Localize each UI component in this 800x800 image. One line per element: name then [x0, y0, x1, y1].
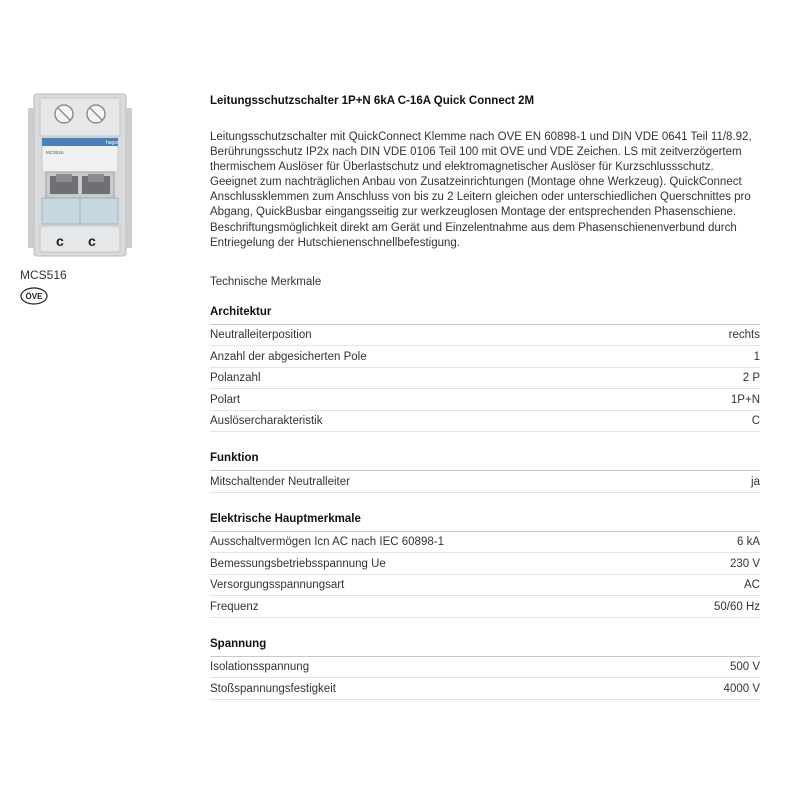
spec-value: 6 kA: [736, 536, 760, 548]
image-brand-label: hager: [106, 140, 119, 146]
product-title: Leitungsschutzschalter 1P+N 6kA C-16A Quick Connect 2M: [210, 95, 535, 107]
spec-label: Isolationsspannung: [210, 661, 310, 673]
spec-label: Auslösercharakteristik: [210, 415, 323, 427]
spec-section-title: Spannung: [210, 638, 760, 657]
spec-label: Polart: [210, 393, 241, 406]
circuit-breaker-image: [20, 88, 138, 264]
description-line: thermischem Auslöser für Überlastschutz und elektromagnetischer Auslöser für Kurzschlussschutz.: [210, 161, 714, 174]
svg-text:c: c: [88, 233, 96, 249]
product-panel: [20, 88, 170, 310]
spec-label: Ausschaltvermögen Icn AC nach IEC 60898-1: [210, 536, 444, 548]
technical-features-heading: Technische Merkmale: [210, 275, 322, 288]
spec-row: [210, 678, 760, 700]
spec-value: 50/60 Hz: [713, 600, 760, 613]
spec-label: Stoßspannungsfestigkeit: [210, 682, 336, 695]
spec-row: [210, 325, 760, 347]
spec-section: [210, 452, 760, 493]
spec-value: 2 P: [742, 372, 760, 384]
spec-value: 1P+N: [730, 393, 760, 406]
spec-section-title: Funktion: [210, 452, 760, 471]
spec-row: [210, 411, 760, 433]
spec-label: Neutralleiterposition: [210, 329, 312, 341]
product-sku: MCS516: [20, 268, 67, 282]
spec-label: Mitschaltender Neutralleiter: [210, 475, 350, 488]
spec-value: rechts: [728, 329, 760, 341]
spec-section: [210, 638, 760, 700]
spec-label: Anzahl der abgesicherten Pole: [210, 350, 367, 363]
spec-row: [210, 532, 760, 554]
spec-section-title: Architektur: [210, 306, 760, 325]
description-line: Berührungsschutz IP2x nach DIN VDE 0106 Teil 100 mit OVE und VDE Zeichen. LS mit zeitverzögertem: [210, 146, 742, 159]
ove-logo-text: ÖVE: [25, 292, 43, 301]
ove-certification-logo: [20, 287, 48, 305]
spec-value: C: [751, 415, 760, 427]
spec-value: 230 V: [729, 557, 760, 570]
description-line: Entriegelung der Hutschienenschnellbefestigung.: [210, 236, 460, 249]
spec-value: ja: [751, 475, 760, 488]
spec-row: [210, 368, 760, 390]
description-line: Leitungsschutzschalter mit QuickConnect Klemme nach OVE EN 60898-1 und DIN VDE 0641 Teil 11/8.92,: [210, 131, 752, 143]
image-device-code: MCS516: [46, 150, 64, 155]
product-description: [210, 130, 760, 251]
description-line: Abgang, QuickBusbar eingangsseitig zur werkzeuglosen Montage der entsprechenden Phasenschiene.: [210, 206, 737, 219]
spec-row: [210, 346, 760, 368]
spec-label: Frequenz: [210, 600, 259, 613]
product-details: [210, 95, 760, 700]
spec-value: 1: [753, 350, 760, 363]
spec-row: [210, 575, 760, 597]
spec-sections: [210, 306, 760, 700]
svg-text:c: c: [56, 233, 64, 249]
spec-section-title: Elektrische Hauptmerkmale: [210, 513, 760, 532]
description-line: Beschriftungsmöglichkeit direkt am Gerät und Einzelentnahme aus dem Phasenschienenverbund durch: [210, 221, 737, 234]
spec-row: [210, 471, 760, 493]
spec-value: 4000 V: [723, 682, 760, 695]
spec-row: [210, 553, 760, 575]
spec-value: AC: [744, 579, 760, 591]
description-line: Geeignet zum nachträglichen Anbau von Zusatzeinrichtungen (Montage ohne Werkzeug). QuickConnect: [210, 176, 742, 189]
spec-value: 500 V: [729, 661, 760, 673]
spec-label: Polanzahl: [210, 372, 261, 384]
spec-section: [210, 306, 760, 433]
spec-row: [210, 389, 760, 411]
description-line: Anschlussklemmen zum Anschluss von bis zu 2 Leitern gleichen oder unterschiedlichen Querschnittes pro: [210, 191, 751, 204]
spec-row: [210, 596, 760, 618]
spec-section: [210, 513, 760, 618]
spec-label: Bemessungsbetriebsspannung Ue: [210, 557, 386, 570]
spec-label: Versorgungsspannungsart: [210, 579, 345, 591]
spec-row: [210, 657, 760, 679]
